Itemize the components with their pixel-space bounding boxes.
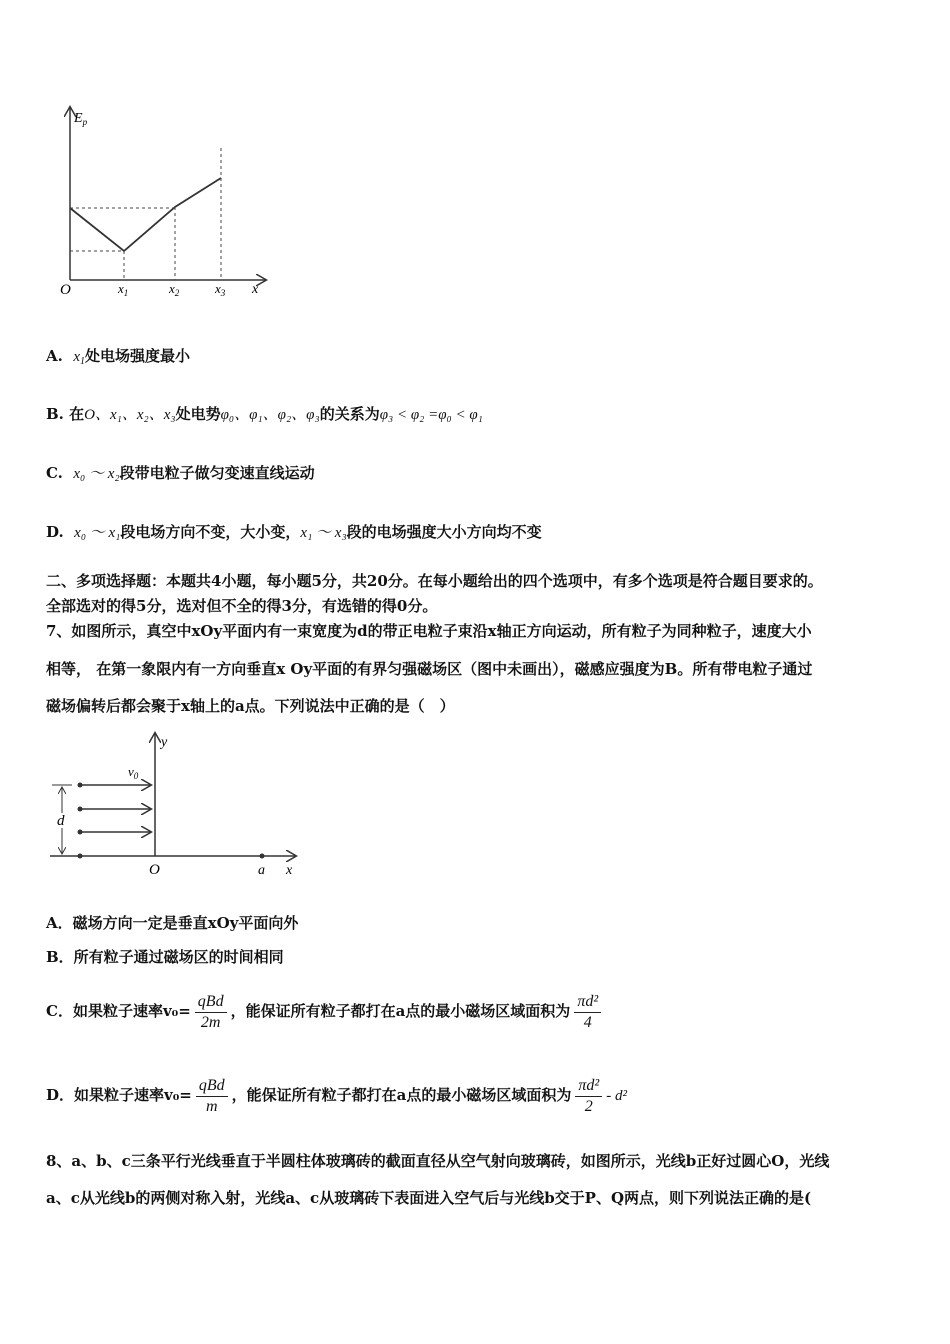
section2-line2: 全部选对的得5分，选对但不全的得3分，有选错的得0分。	[46, 597, 438, 615]
q6-option-d: D. x₀ ～ x₁段电场方向不变，大小变，x₁ ～ x₃段的电场强度大小方向均不变	[46, 523, 542, 541]
q7-option-d: D．如果粒子速率v₀= $\frac{\text{qBd}}{m}$ ，能保证所有粒子都打在a点的最小磁场区域面积为 $\frac{\text{πd²}}{2}$ - d²	[46, 1076, 627, 1115]
x2-label: $x_2$	[169, 281, 180, 298]
x3-label: $x_3$	[215, 281, 226, 298]
x-label: x	[286, 863, 293, 878]
q7-figure	[40, 728, 310, 883]
q8-line1: 8、a、b、c三条平行光线垂直于半圆柱体玻璃砖的截面直径从空气射向玻璃砖，如图所示，光线b正好过圆心O，光线	[46, 1152, 830, 1170]
q6-option-c: C. x₀ ～ x₂段带电粒子做匀变速直线运动	[46, 464, 315, 482]
ep-curve	[70, 178, 221, 251]
v0-label: $v_0$	[128, 764, 139, 781]
v0-fraction: $\frac{\text{qBd}}{m}$	[196, 1076, 228, 1117]
x1-label: $x_1$	[118, 281, 129, 298]
q8-line2: a、c从光线b的两侧对称入射，光线a、c从玻璃砖下表面进入空气后与光线b交于P、Q两点，则下列说法正确的是(	[46, 1189, 812, 1207]
origin-label: O	[60, 282, 71, 298]
q6-option-b: B. 在O、x₁、x₂、x₃处电势φ₀、φ₁、φ₂、φ₃的关系为φ₃ < φ₂ =φ₀ < φ₁	[46, 405, 483, 423]
v0-fraction: $\frac{\text{qBd}}{2m}$	[195, 992, 227, 1033]
area-fraction: $\frac{\text{πd²}}{4}$	[574, 992, 601, 1033]
section2-line1: 二、多项选择题：本题共4小题，每小题5分，共20分。在每小题给出的四个选项中，有多个选项是符合题目要求的。	[46, 572, 823, 590]
origin-label: O	[149, 862, 160, 878]
y-label: y	[161, 735, 168, 750]
q6-option-a: A. $x_1$处电场强度最小	[46, 347, 191, 367]
ep-label: $E_p$	[74, 111, 88, 127]
q7-line1: 7、如图所示，真空中xOy平面内有一束宽度为d的带正电粒子束沿x轴正方向运动，所有粒子为同种粒子，速度大小	[46, 622, 812, 640]
a-label: a	[258, 863, 265, 878]
q7-option-a: A．磁场方向一定是垂直xOy平面向外	[46, 914, 299, 932]
q7-line2: 相等， 在第一象限内有一方向垂直x Oy平面的有界匀强磁场区（图中未画出），磁感应强度为B。所有带电粒子通过	[46, 660, 813, 678]
particle-beams	[78, 783, 151, 859]
q7-option-c: C．如果粒子速率v₀= $\frac{\text{qBd}}{2m}$ ，能保证所有粒子都打在a点的最小磁场区域面积为 $\frac{\text{πd²}}{4}$	[46, 990, 605, 1033]
area-fraction: $\frac{\text{πd²}}{2}$	[575, 1076, 602, 1117]
q7-line3: 磁场偏转后都会聚于x轴上的a点。下列说法中正确的是（ ）	[46, 697, 455, 715]
q7-option-b: B．所有粒子通过磁场区的时间相同	[46, 948, 284, 966]
ep-graph	[40, 100, 280, 300]
point-a	[260, 854, 265, 859]
d-label: d	[57, 813, 65, 829]
x-axis-label: x	[252, 282, 259, 297]
particle-dot	[78, 854, 83, 859]
